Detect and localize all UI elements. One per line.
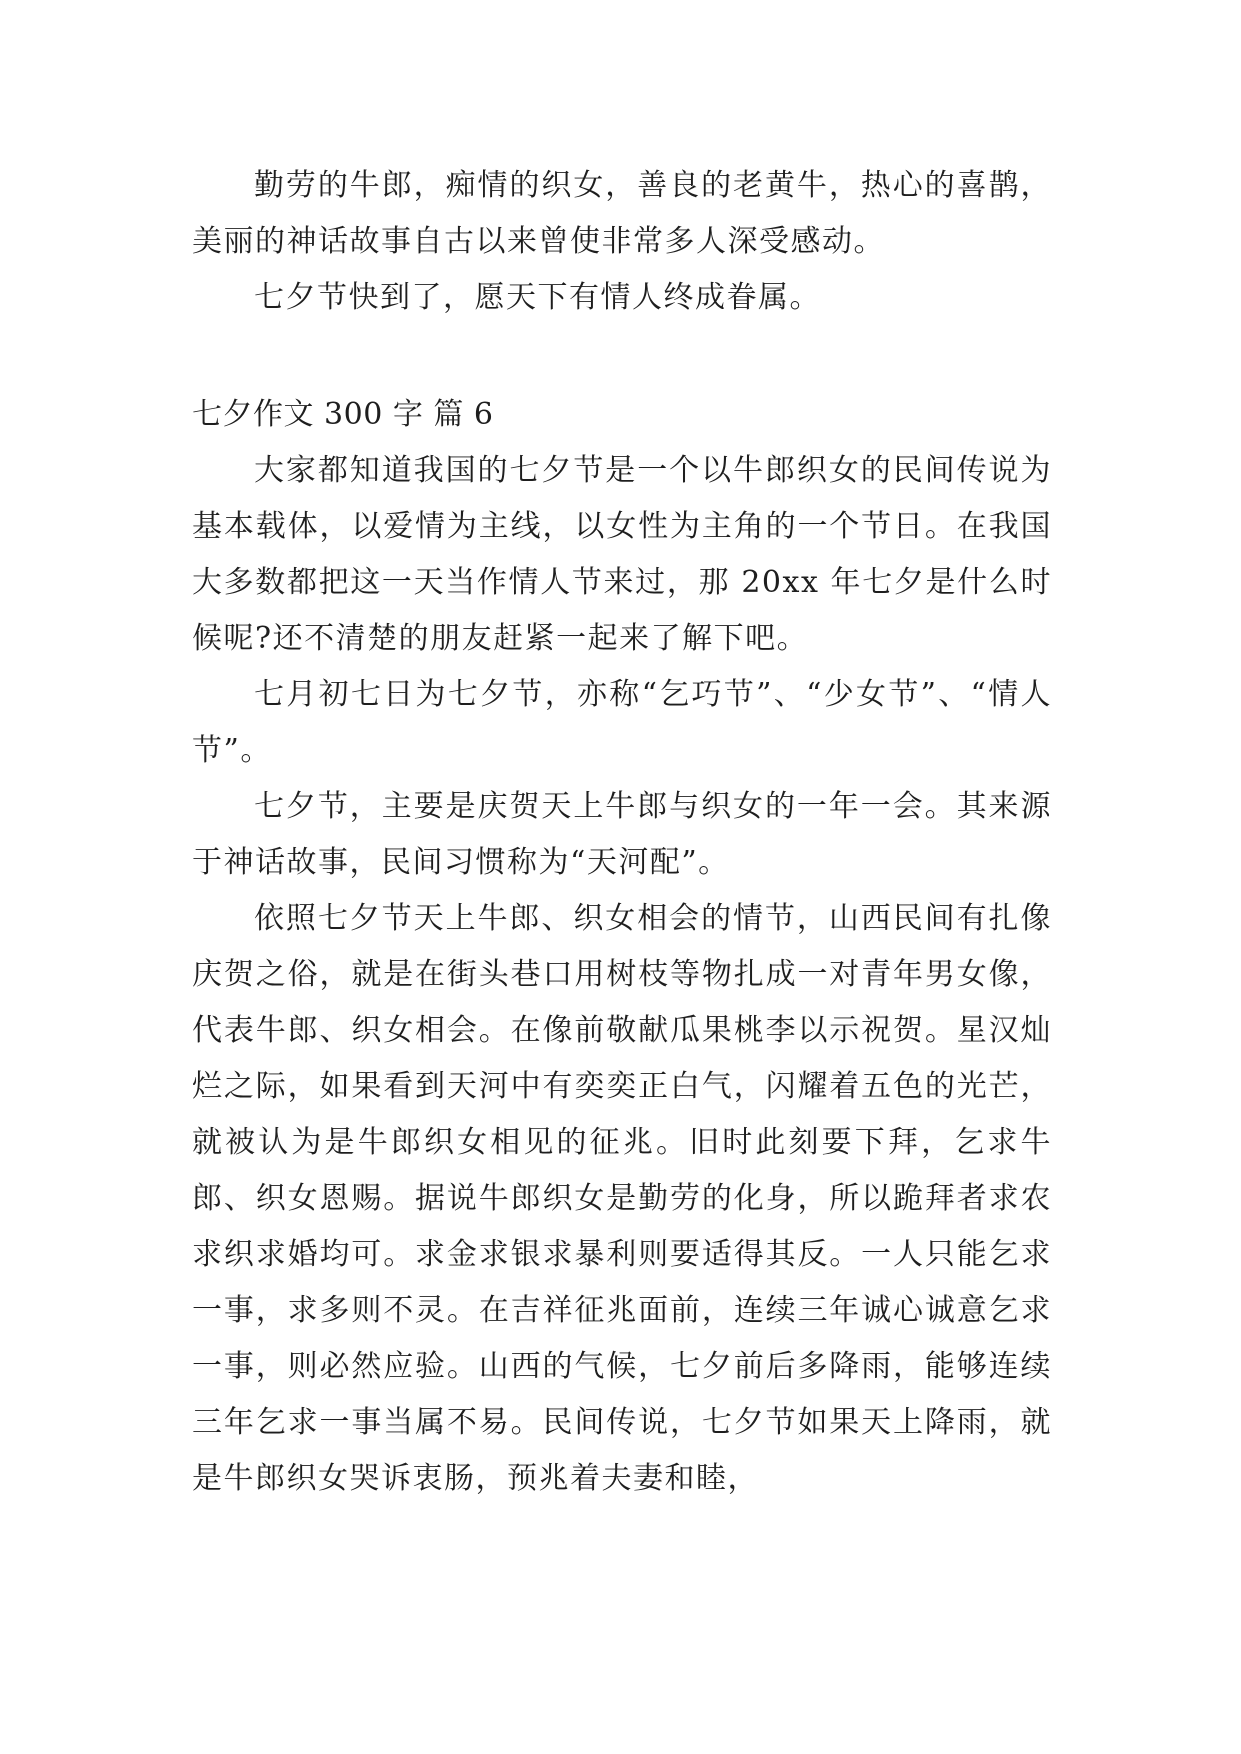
paragraph-niulang-intro: 勤劳的牛郎，痴情的织女，善良的老黄牛，热心的喜鹊，美丽的神话故事自古以来曾使非常多人深受感动。 <box>192 168 1052 259</box>
paragraph-festival-names: 七月初七日为七夕节，亦称“乞巧节”、“少女节”、“情人节”。 <box>192 677 1052 768</box>
document-body <box>192 158 1052 1507</box>
paragraph-festival-wish: 七夕节快到了，愿天下有情人终成眷属。 <box>254 280 821 315</box>
paragraph-shanxi-custom: 依照七夕节天上牛郎、织女相会的情节，山西民间有扎像庆贺之俗，就是在街头巷口用树枝等物扎成一对青年男女像，代表牛郎、织女相会。在像前敬献瓜果桃李以示祝贺。星汉灿烂之际，如果看到天河中有奕奕正白气，闪耀着五色的光芒，就被认为是牛郎织女相见的征兆。旧时此刻要下拜，乞求牛郎、织女恩赐。据说牛郎织女是勤劳的化身，所以跪拜者求农求织求婚均可。求金求银求暴利则要适得其反。一人只能乞求一事，求多则不灵。在吉祥征兆面前，连续三年诚心诚意乞求一事，则必然应验。山西的气候，七夕前后多降雨，能够连续三年乞求一事当属不易。民间传说，七夕节如果天上降雨，就是牛郎织女哭诉衷肠，预兆着夫妻和睦， <box>192 901 1052 1496</box>
section-heading: 七夕作文 300 字 篇 6 <box>192 397 494 432</box>
paragraph-festival-overview: 大家都知道我国的七夕节是一个以牛郎织女的民间传说为基本载体，以爱情为主线，以女性为主角的一个节日。在我国大多数都把这一天当作情人节来过，那 20xx 年七夕是什么时候呢?还不清楚的朋友赶紧一起来了解下吧。 <box>192 453 1052 656</box>
paragraph-festival-origin: 七夕节，主要是庆贺天上牛郎与织女的一年一会。其来源于神话故事，民间习惯称为“天河配”。 <box>192 789 1052 880</box>
